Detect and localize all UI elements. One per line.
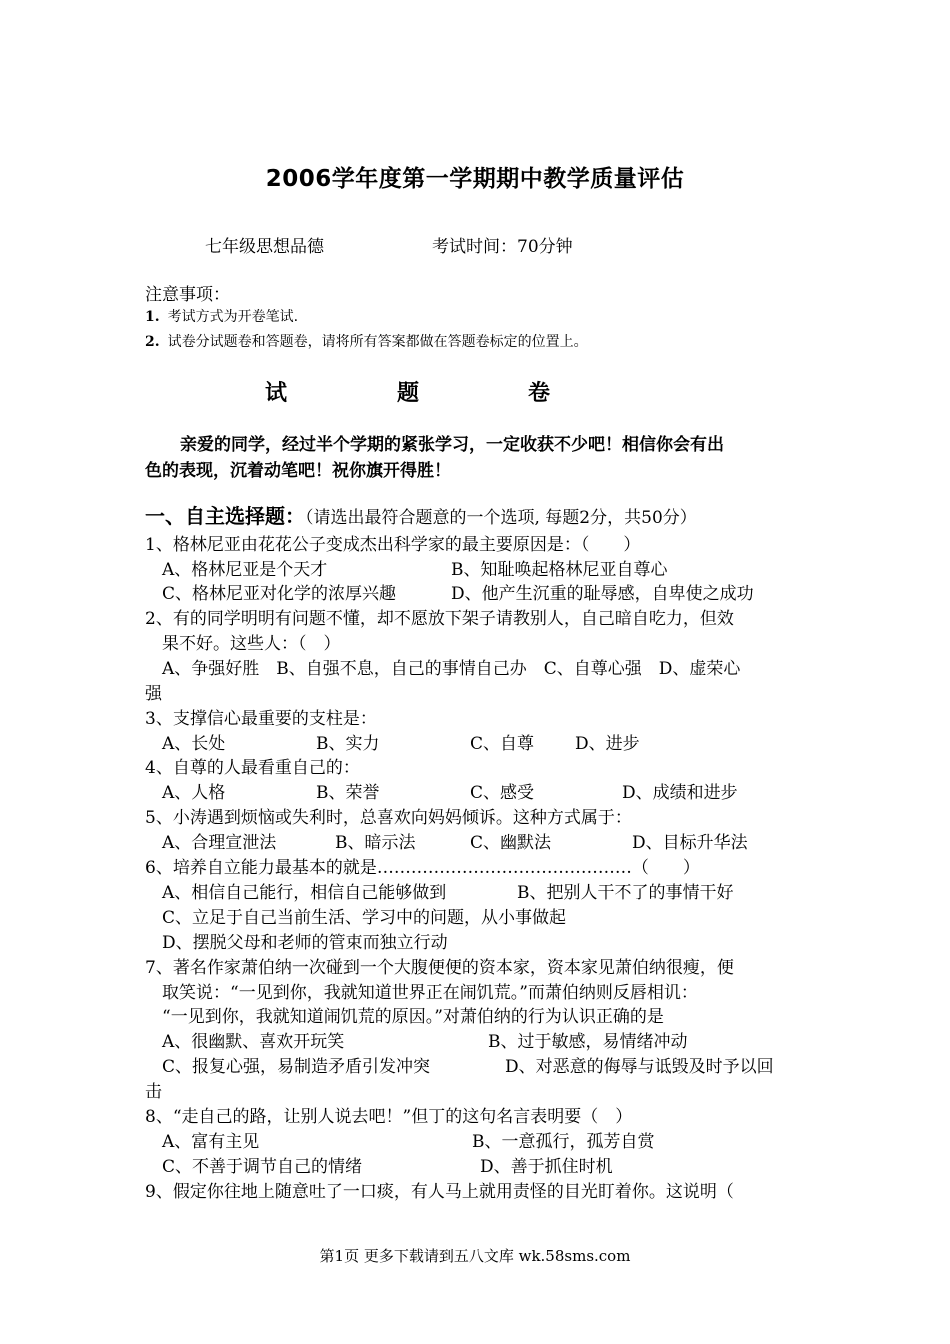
option-b: B、知耻唤起格林尼亚自尊心 <box>451 560 668 580</box>
option-c: C、感受 <box>470 783 535 803</box>
option-a: A、长处 <box>162 734 226 754</box>
page-footer: 第1页 更多下载请到五八文库 wk.58sms.com <box>319 1247 631 1265</box>
question-stem: 7、著名作家萧伯纳一次碰到一个大腹便便的资本家，资本家见萧伯纳很瘦，便 <box>145 958 734 978</box>
exam-time-label: 考试时间：70分钟 <box>432 237 573 257</box>
option-c: C、报复心强，易制造矛盾引发冲突 <box>162 1057 431 1077</box>
option-a: A、人格 <box>162 783 226 803</box>
question-stem: 6、培养自立能力最基本的就是………………………………………（ ） <box>145 858 700 878</box>
option-d: D、进步 <box>575 734 640 754</box>
note-text: 试卷分试题卷和答题卷，请将所有答案都做在答题卷标定的位置上。 <box>167 334 588 350</box>
notes-heading: 注意事项： <box>145 285 230 305</box>
option-b: B、荣誉 <box>316 783 380 803</box>
note-item <box>145 306 298 326</box>
section-heading <box>145 500 697 529</box>
option-a: A、很幽默、喜欢开玩笑 <box>162 1032 345 1052</box>
question-stem: 8、“走自己的路，让别人说去吧！”但丁的这句名言表明要（ ） <box>145 1107 633 1127</box>
option-b: B、一意孤行，孤芳自赏 <box>472 1132 655 1152</box>
section-title: 一、自主选择题： <box>145 504 305 528</box>
paper-title-char: 卷 <box>528 381 551 406</box>
option-c: C、不善于调节自己的情绪 <box>162 1157 363 1177</box>
option-d: D、他产生沉重的耻辱感，自卑使之成功 <box>451 584 754 604</box>
question-stem: 9、假定你往地上随意吐了一口痰，有人马上就用责怪的目光盯着你。这说明（ <box>145 1182 734 1202</box>
option-a: A、合理宣泄法 <box>162 833 277 853</box>
option-b: B、实力 <box>316 734 380 754</box>
question-stem: 2、有的同学明明有问题不懂，却不愿放下架子请教别人，自己暗自吃力，但效 <box>145 609 734 629</box>
section-desc: （请选出最符合题意的一个选项, 每题2分，共50分） <box>305 508 697 528</box>
question-stem: 5、小涛遇到烦恼或失利时，总喜欢向妈妈倾诉。这种方式属于： <box>145 808 632 828</box>
question-stem: 4、自尊的人最看重自己的： <box>145 758 360 778</box>
option-c: C、格林尼亚对化学的浓厚兴趣 <box>162 584 397 604</box>
option-d: D、成绩和进步 <box>622 783 738 803</box>
note-number: 1. <box>145 309 160 325</box>
options-wrap: 击 <box>145 1082 162 1102</box>
option-a: A、相信自己能行，相信自己能够做到 <box>162 883 447 903</box>
subject-label: 七年级思想品德 <box>205 237 324 257</box>
option-d: D、摆脱父母和老师的管束而独立行动 <box>162 933 448 953</box>
intro-line: 色的表现，沉着动笔吧！祝你旗开得胜！ <box>145 461 451 481</box>
note-text: 考试方式为开卷笔试. <box>167 309 299 325</box>
question-stem-cont: 取笑说：“一见到你，我就知道世界正在闹饥荒。”而萧伯纳则反唇相讥： <box>162 983 698 1003</box>
question-stem-cont: 果不好。这些人：（ ） <box>162 634 341 654</box>
paper-title-char: 试 <box>265 381 288 406</box>
option-d: D、善于抓住时机 <box>480 1157 613 1177</box>
option-b: B、暗示法 <box>335 833 416 853</box>
question-stem: 1、格林尼亚由花花公子变成杰出科学家的最主要原因是：（ ） <box>145 535 641 555</box>
option-d: D、目标升华法 <box>632 833 748 853</box>
exam-title: 2006学年度第一学期期中教学质量评估 <box>265 166 685 192</box>
option-b: B、过于敏感，易情绪冲动 <box>488 1032 688 1052</box>
option-a: A、格林尼亚是个天才 <box>162 560 328 580</box>
note-number: 2. <box>145 334 160 350</box>
paper-title-char: 题 <box>397 381 420 406</box>
option-c: C、立足于自己当前生活、学习中的问题，从小事做起 <box>162 908 567 928</box>
note-item <box>145 331 588 351</box>
intro-line: 亲爱的同学，经过半个学期的紧张学习，一定收获不少吧！相信你会有出 <box>180 435 724 455</box>
option-a: A、富有主见 <box>162 1132 260 1152</box>
options-line: A、争强好胜 B、自强不息，自己的事情自己办 C、自尊心强 D、虚荣心 <box>162 659 741 679</box>
question-stem-cont: “一见到你，我就知道闹饥荒的原因。”对萧伯纳的行为认识正确的是 <box>162 1007 664 1027</box>
option-c: C、自尊 <box>470 734 535 754</box>
option-c: C、幽默法 <box>470 833 552 853</box>
option-b: B、把别人干不了的事情干好 <box>517 883 734 903</box>
question-stem: 3、支撑信心最重要的支柱是： <box>145 709 377 729</box>
option-d: D、对恶意的侮辱与诋毁及时予以回 <box>505 1057 774 1077</box>
options-wrap: 强 <box>145 684 162 704</box>
